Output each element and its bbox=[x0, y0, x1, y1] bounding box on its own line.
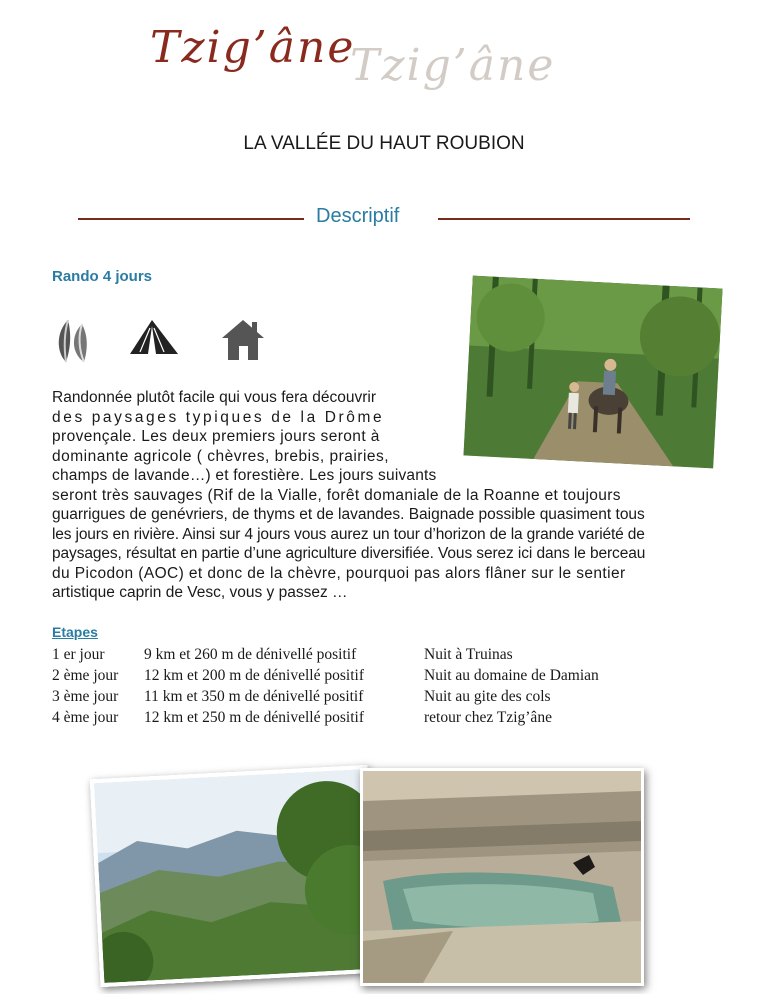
stage-day: 4 ème jour bbox=[52, 709, 119, 726]
stage-night: Nuit à Truinas bbox=[424, 646, 513, 663]
logo-shadow-text: Tzig’âne bbox=[350, 40, 556, 91]
description bbox=[52, 388, 736, 603]
description-line: guarrigues de genévriers, de thyms et de lavandes. Baignade possible quasiment tous bbox=[52, 506, 645, 523]
stages-table bbox=[52, 644, 652, 728]
stage-distance: 12 km et 250 m de dénivellé positif bbox=[144, 709, 364, 726]
description-line: provençale. Les deux premiers jours seront à bbox=[52, 428, 380, 445]
photo-river-pool bbox=[360, 768, 644, 986]
description-line: dominante agricole ( chèvres, brebis, prairies, bbox=[52, 447, 390, 465]
description-line: artistique caprin de Vesc, vous y passez … bbox=[52, 584, 348, 601]
section-header bbox=[78, 205, 690, 235]
section-rule-right bbox=[438, 218, 690, 220]
description-line: des paysages typiques de la Drôme bbox=[52, 408, 385, 426]
stage-night: Nuit au gite des cols bbox=[424, 688, 551, 705]
stage-day: 1 er jour bbox=[52, 646, 105, 663]
photo-mountain-landscape bbox=[90, 765, 379, 987]
stage-day: 2 ème jour bbox=[52, 667, 119, 684]
page-title: LA VALLÉE DU HAUT ROUBION bbox=[243, 133, 525, 154]
stage-row bbox=[52, 707, 652, 728]
house-icon bbox=[220, 318, 266, 362]
stages-heading: Etapes bbox=[52, 624, 98, 640]
logo-text: Tzig’âne bbox=[150, 22, 356, 73]
description-line: les jours en rivière. Ainsi sur 4 jours vous aurez un tour d’horizon de la grande variété de bbox=[52, 525, 645, 543]
stage-day: 3 ème jour bbox=[52, 688, 119, 705]
stage-distance: 12 km et 200 m de dénivellé positif bbox=[144, 667, 364, 684]
stage-night: Nuit au domaine de Damian bbox=[424, 667, 599, 684]
description-line: paysages, résultat en partie d’une agriculture diversifiée. Vous serez ici dans le berceau bbox=[52, 545, 646, 562]
logo bbox=[150, 14, 590, 104]
stage-row bbox=[52, 665, 652, 686]
stage-distance: 9 km et 260 m de dénivellé positif bbox=[144, 646, 357, 663]
mountain-scene bbox=[94, 769, 374, 983]
stage-row bbox=[52, 686, 652, 707]
subtitle: Rando 4 jours bbox=[52, 268, 153, 285]
description-line: du Picodon (AOC) et donc de la chèvre, pourquoi pas alors flâner sur le sentier bbox=[52, 564, 626, 582]
stage-row bbox=[52, 644, 652, 665]
stage-distance: 11 km et 350 m de dénivellé positif bbox=[144, 688, 364, 705]
description-line: seront très sauvages (Rif de la Vialle, forêt domaniale de la Roanne et toujours bbox=[52, 486, 621, 504]
stage-night: retour chez Tzig’âne bbox=[424, 709, 552, 726]
river-scene bbox=[363, 771, 641, 983]
leaves-icon bbox=[54, 318, 94, 364]
tent-icon bbox=[128, 318, 180, 358]
section-label: Descriptif bbox=[316, 205, 400, 227]
description-line: Randonnée plutôt facile qui vous fera découvrir bbox=[52, 389, 376, 406]
section-rule-left bbox=[78, 218, 304, 220]
description-line: champs de lavande…) et forestière. Les jours suivants bbox=[52, 467, 437, 484]
